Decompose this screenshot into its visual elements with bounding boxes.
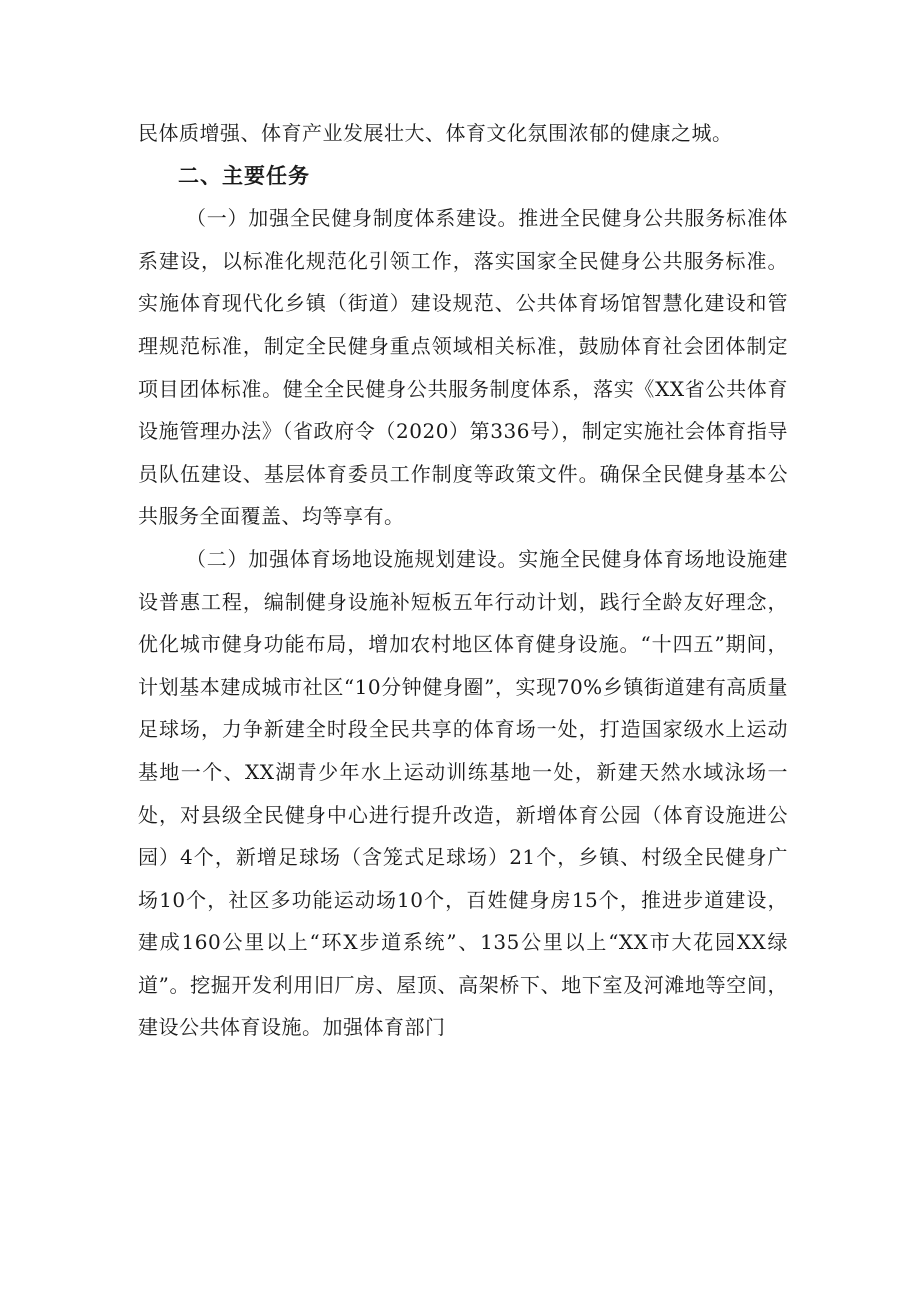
paragraph-2: （二）加强体育场地设施规划建设。实施全民健身体育场地设施建设普惠工程，编制健身设施补短板五年行动计划，践行全龄友好理念，优化城市健身功能布局，增加农村地区体育健身设施。“十四五”期间，计划基本建成城市社区“10分钟健身圈”，实现70%乡镇街道建有高质量足球场，力争新建全时段全民共享的体育场一处，打造国家级水上运动基地一个、XX湖青少年水上运动训练基地一处，新建天然水域泳场一处，对县级全民健身中心进行提升改造，新增体育公园（体育设施进公园）4个，新增足球场（含笼式足球场）21个，乡镇、村级全民健身广场10个，社区多功能运动场10个，百姓健身房15个，推进步道建设，建成160公里以上“环X步道系统”、135公里以上“XX市大花园XX绿道”。挖掘开发利用旧厂房、屋顶、高架桥下、地下室及河滩地等空间，建设公共体育设施。加强体育部门 bbox=[138, 546, 788, 1040]
paragraph-1: （一）加强全民健身制度体系建设。推进全民健身公共服务标准体系建设，以标准化规范化引领工作，落实国家全民健身公共服务标准。实施体育现代化乡镇（街道）建设规范、公共体育场馆智慧化建设和管理规范标准，制定全民健身重点领域相关标准，鼓励体育社会团体制定项目团体标准。健全全民健身公共服务制度体系，落实《XX省公共体育设施管理办法》（省政府令（2020）第336号），制定实施社会体育指导员队伍建设、基层体育委员工作制度等政策文件。确保全民健身基本公共服务全面覆盖、均等享有。 bbox=[138, 206, 788, 529]
continuation-text: 民体质增强、体育产业发展壮大、体育文化氛围浓郁的健康之城。 bbox=[138, 121, 733, 145]
section-heading: 二、主要任务 bbox=[178, 163, 310, 188]
document-body bbox=[138, 112, 788, 1049]
